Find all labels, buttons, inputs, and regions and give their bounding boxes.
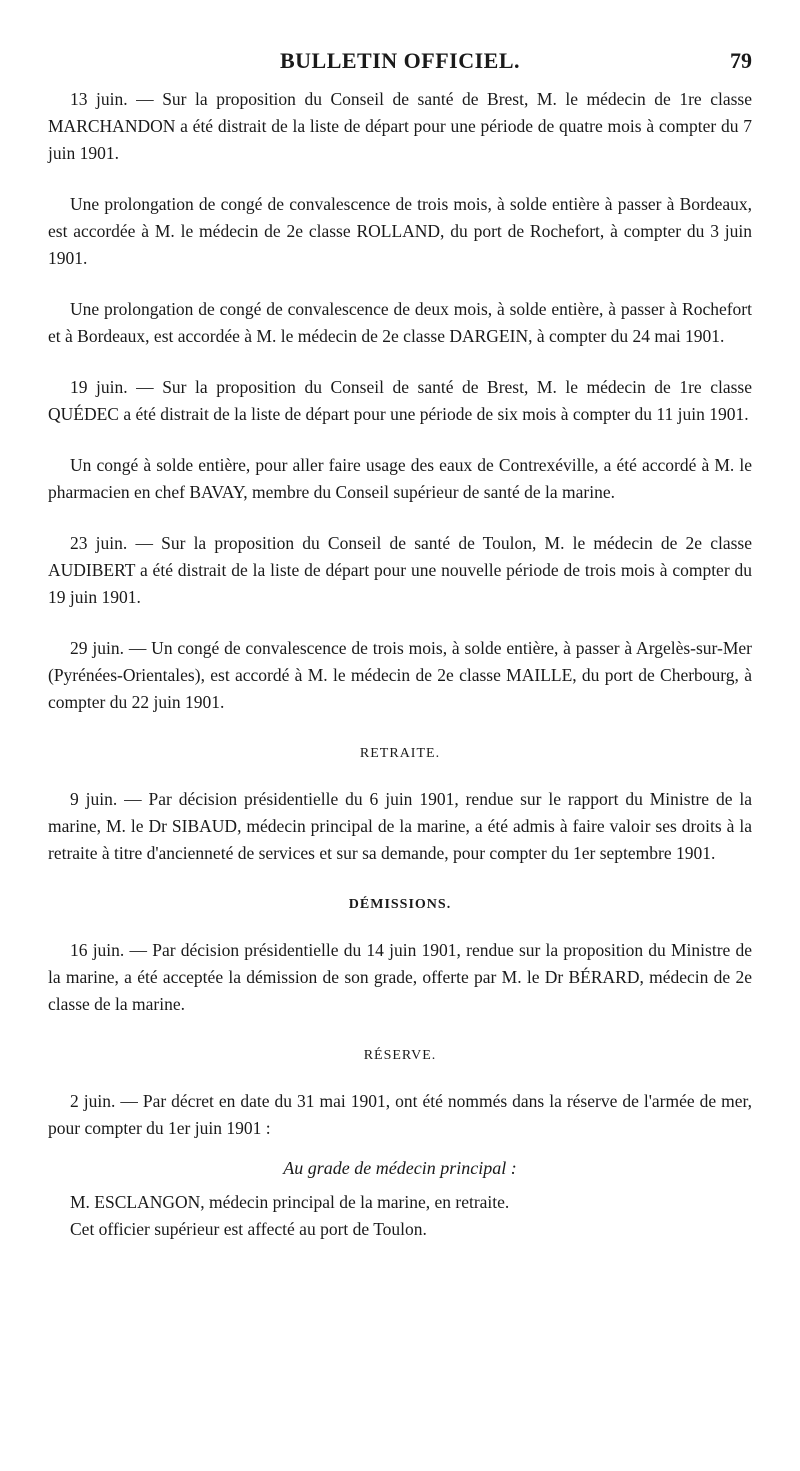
entry-text: — Sur la proposition du Conseil de santé de Brest, M. le médecin de 1re classe QUÉDEC a été distrait de la liste de départ pour une période de six mois à compter du 11 juin 1901.	[48, 377, 753, 424]
entry-paragraph	[48, 452, 752, 506]
entry-date: 13 juin.	[70, 89, 128, 109]
retraite-paragraph	[48, 786, 752, 867]
entry-text: — Par décret en date du 31 mai 1901, ont été nommés dans la réserve de l'armée de mer, pour compter du 1er juin 1901 :	[48, 1091, 752, 1138]
section-heading-retraite: RETRAITE.	[359, 746, 441, 761]
entry-paragraph	[48, 191, 752, 272]
entry-text: — Par décision présidentielle du 14 juin 1901, rendue sur la proposition du Ministre de la marine, a été acceptée la démission de son grade, offerte par M. le Dr BÉRARD, médecin de 2e classe de la marine.	[48, 940, 753, 1014]
section-heading-reserve: RÉSERVE.	[363, 1048, 437, 1063]
entry-text: — Sur la proposition du Conseil de santé de Toulon, M. le médecin de 2e classe AUDIBERT a été distrait de la liste de départ pour une nouvelle période de trois mois à compter du 19 juin 1901.	[48, 533, 753, 607]
entry-date: 19 juin.	[70, 377, 128, 397]
entry-date: 23 juin.	[70, 533, 128, 553]
entry-text: — Par décision présidentielle du 6 juin 1901, rendue sur le rapport du Ministre de la marine, M. le Dr SIBAUD, médecin principal de la marine, a été admis à faire valoir ses droits à la retraite à titre d'ancienneté de services et sur sa demande, pour compter du 1er septembre 1901.	[48, 789, 752, 863]
entry-text: Une prolongation de congé de convalescence de deux mois, à solde entière, à passer à Rochefort et à Bordeaux, est accordée à M. le médecin de 2e classe DARGEIN, à compter du 24 mai 1901.	[48, 299, 752, 346]
entry-text: — Sur la proposition du Conseil de santé de Brest, M. le médecin de 1re classe MARCHANDON a été distrait de la liste de départ pour une période de quatre mois à compter du 7 juin 1901.	[48, 89, 753, 163]
reserve-line-2: Cet officier supérieur est affecté au port de Toulon.	[70, 1219, 427, 1239]
entry-date: 29 juin.	[70, 638, 124, 658]
entry-text: Une prolongation de congé de convalescence de trois mois, à solde entière à passer à Bordeaux, est accordée à M. le médecin de 2e classe ROLLAND, du port de Rochefort, à compter du 3 juin 1901.	[48, 194, 752, 268]
entry-paragraph	[48, 530, 752, 611]
entry-text: — Un congé de convalescence de trois mois, à solde entière, à passer à Argelès-sur-Mer (Pyrénées-Orientales), est accordé à M. le médecin de 2e classe MAILLE, du port de Cherbourg, à compter du 22 juin 1901.	[48, 638, 753, 712]
entry-paragraph	[48, 635, 752, 716]
entry-date: 9 juin.	[70, 789, 118, 809]
page-number: 79	[730, 48, 752, 73]
running-head	[48, 48, 752, 82]
reserve-line-1: M. ESCLANGON, médecin principal de la marine, en retraite.	[70, 1192, 510, 1212]
reserve-subheading: Au grade de médecin principal :	[283, 1158, 517, 1178]
reserve-paragraph	[48, 1088, 752, 1142]
running-title: BULLETIN OFFICIEL.	[279, 48, 521, 73]
section-heading-demissions: DÉMISSIONS.	[348, 897, 452, 912]
entry-paragraph	[48, 374, 752, 428]
entry-paragraph	[48, 296, 752, 350]
entry-date: 2 juin.	[70, 1091, 116, 1111]
entry-date: 16 juin.	[70, 940, 125, 960]
entry-paragraph	[48, 86, 752, 167]
demissions-paragraph	[48, 937, 752, 1018]
entry-text: Un congé à solde entière, pour aller faire usage des eaux de Contrexéville, a été accordé à M. le pharmacien en chef BAVAY, membre du Conseil supérieur de santé de la marine.	[48, 455, 752, 502]
text-body	[48, 86, 752, 1243]
